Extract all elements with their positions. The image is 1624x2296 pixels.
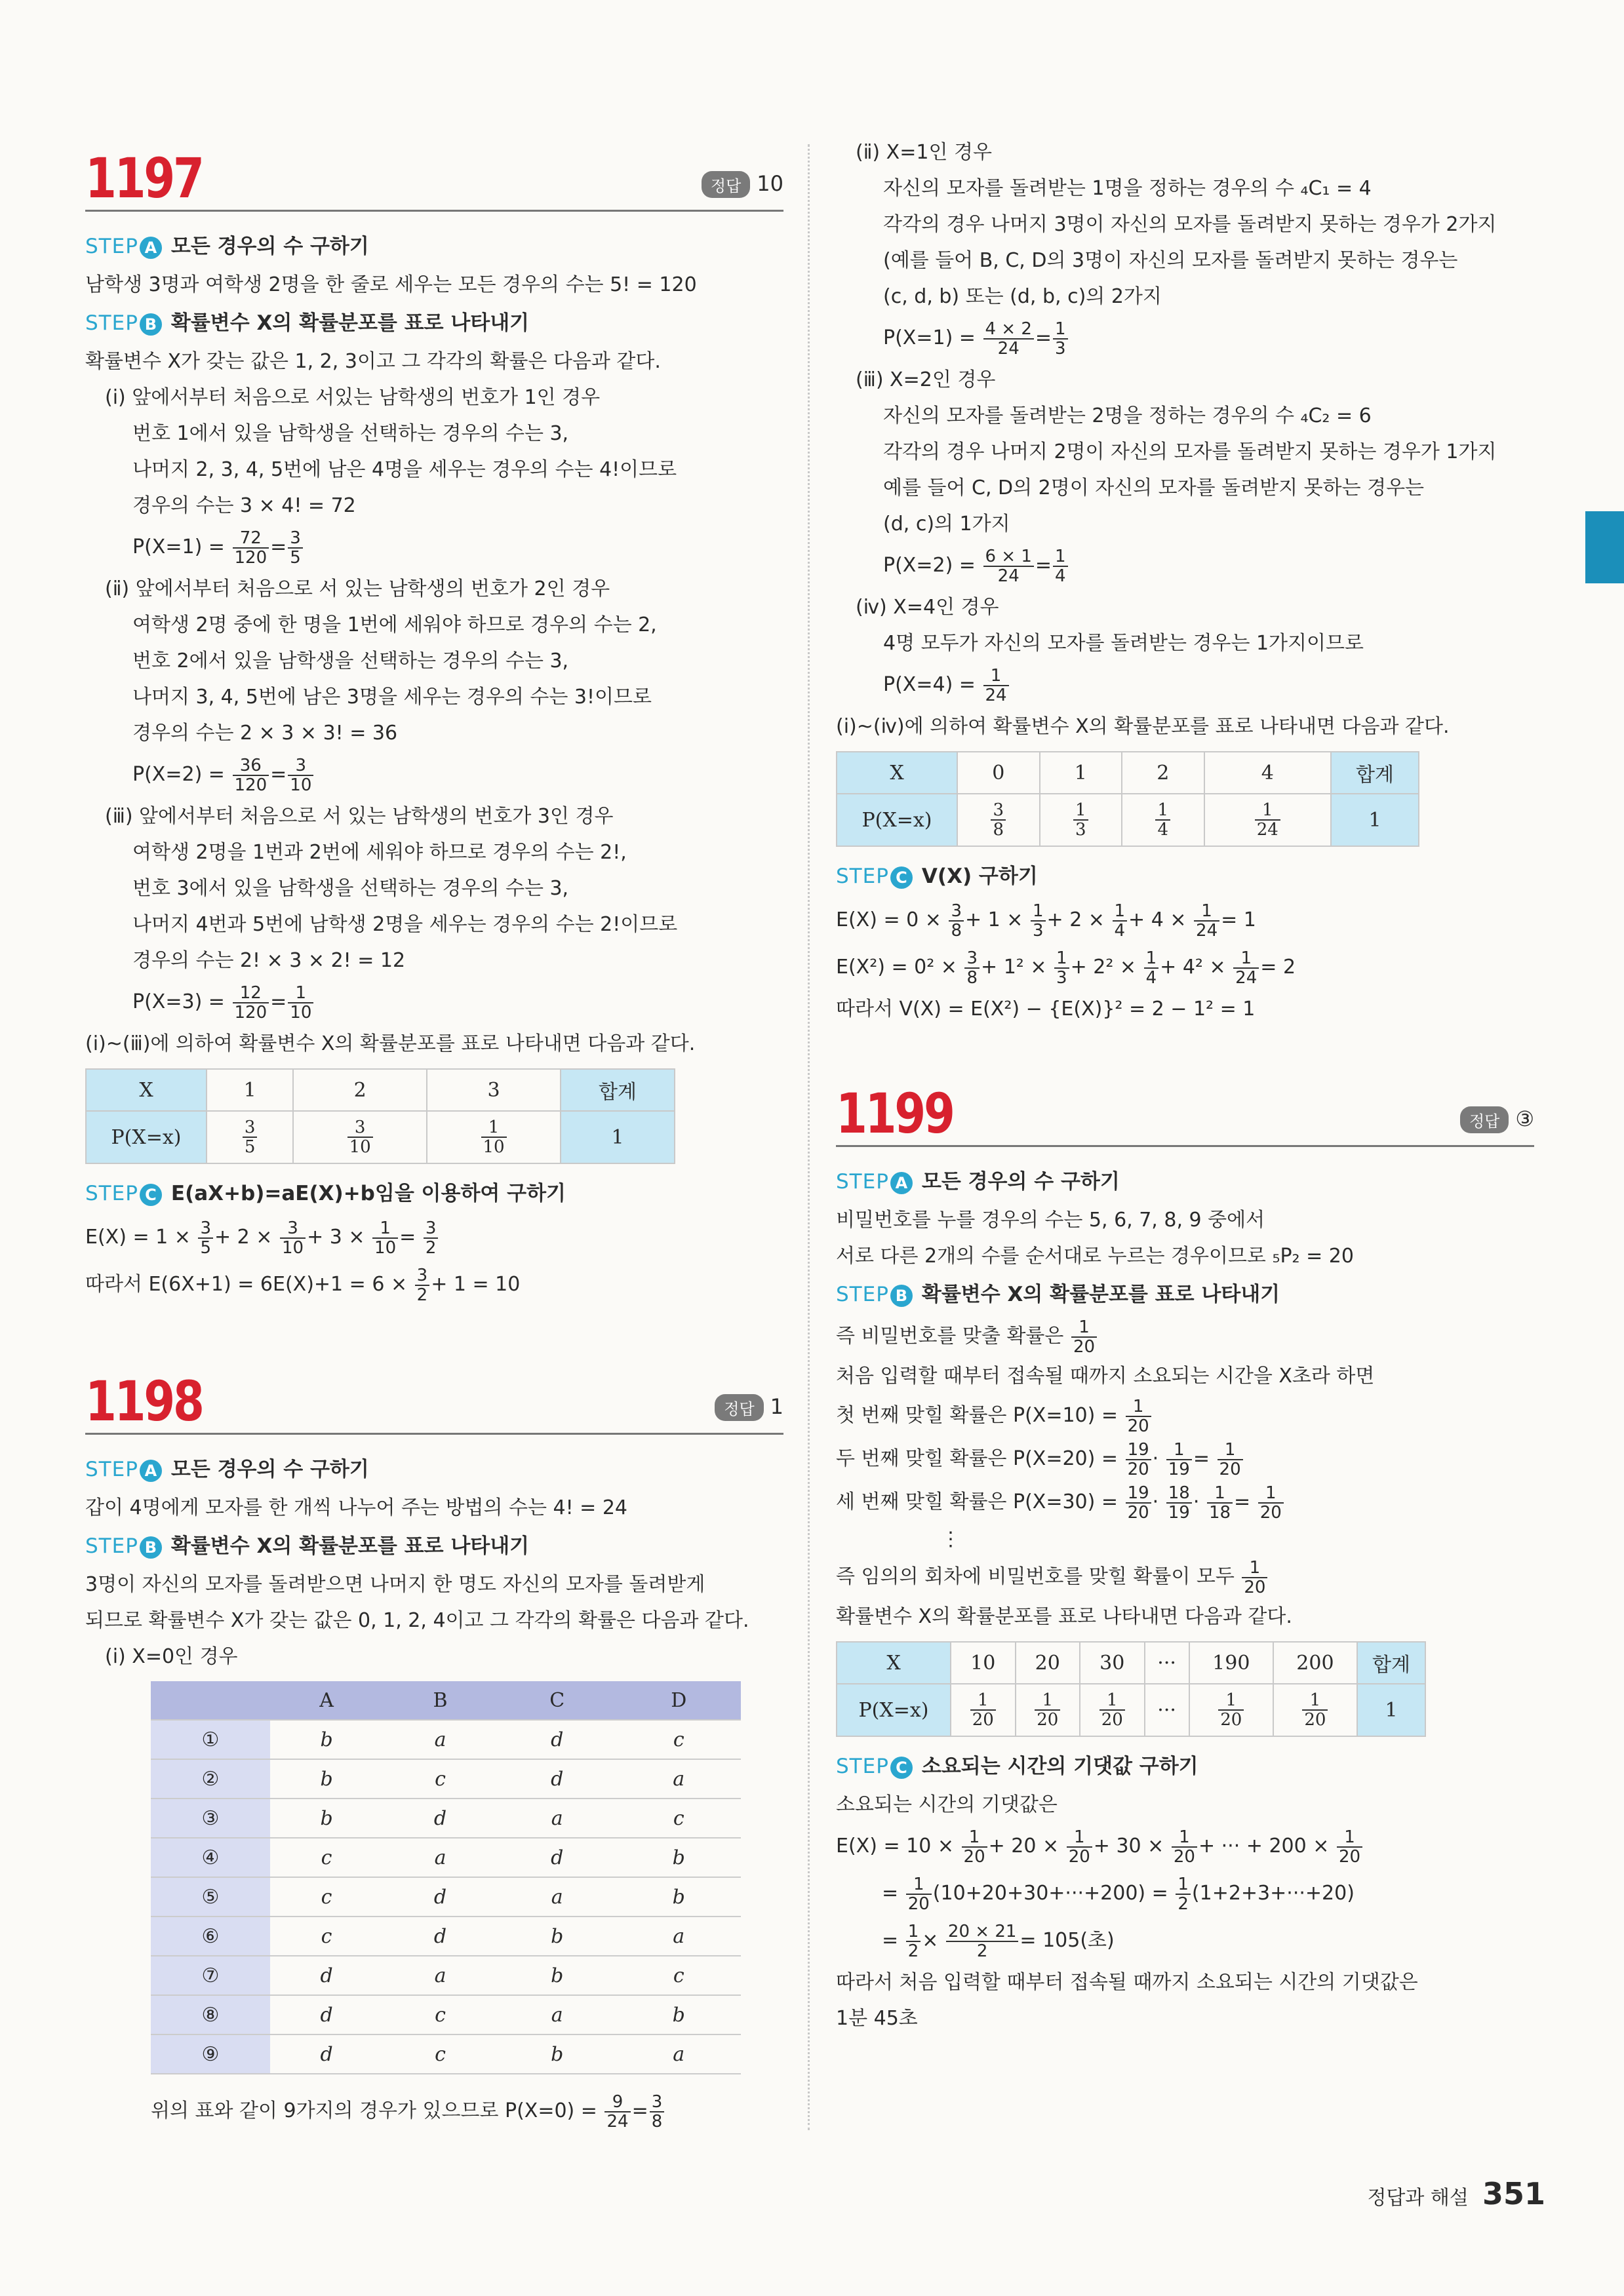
fraction: $\frac{1}{20}$ [1218,1441,1243,1479]
table-cell: 190 [1189,1642,1273,1684]
table-cell: b [270,1759,383,1799]
table-row [151,2034,741,2074]
text-line: 남학생 3명과 여학생 2명을 한 줄로 세우는 모든 경우의 수는 5! = 120 [85,273,697,296]
table-cell: a [616,2034,741,2074]
fraction: $\frac{1}{4}$ [1113,902,1128,940]
table-cell: c [383,1759,498,1799]
fraction: $\frac{1}{20}$ [906,1875,932,1913]
fraction: $\frac{1}{4}$ [1053,547,1068,585]
fraction: $\frac{1}{20}$ [1258,1484,1284,1522]
fraction: $\frac{1}{4}$ [1144,949,1159,987]
answer [715,1394,783,1422]
row-number: ④ [151,1838,270,1877]
table-cell: b [498,2034,617,2074]
fraction: $\frac{3}{8}$ [949,902,964,940]
row-number: ⑦ [151,1956,270,1995]
fraction: $\frac{1}{20}$ [1172,1828,1197,1866]
vertical-ellipsis: ⋮ [941,1528,961,1551]
table-cell: 200 [1273,1642,1357,1684]
problem-header-1198 [85,1354,783,1435]
table-cell: ··· [1145,1642,1189,1684]
table-cell: c [270,1917,383,1956]
table-row [151,1759,741,1799]
text-line: 3명이 자신의 모자를 돌려받으면 나머지 한 명도 자신의 모자를 돌려받게 [85,1573,705,1596]
problem-header-1199 [836,1066,1534,1147]
fraction: $\frac{1}{2}$ [906,1922,921,1960]
column-divider [808,144,810,2130]
table-row [86,1069,675,1111]
table-row [151,1877,741,1917]
table-header: X [837,1642,951,1684]
formula-line: 첫 번째 맞힐 확률은 P(X=10) = $\frac{1}{20}$ [836,1394,1534,1437]
case-heading: (ⅰ) 앞에서부터 처음으로 서있는 남학생의 번호가 1인 경우 [105,386,601,409]
side-tab [1585,511,1624,583]
answer [1460,1106,1534,1134]
fraction: $\frac{3}{8}$ [650,2093,665,2131]
table-cell: a [498,1799,617,1838]
table-cell: c [616,1799,741,1838]
table-header: 합계 [1357,1642,1425,1684]
table-header: B [383,1681,498,1720]
answer-badge: 정답 [1460,1106,1509,1133]
text-line: 예를 들어 C, D의 2명이 자신의 모자를 돌려받지 못하는 경우는 [883,477,1425,499]
step-c: STEP C E(aX+b)=aE(X)+b임을 이용하여 구하기 [85,1182,566,1205]
fraction: $\frac{3}{10}$ [288,756,313,794]
formula-line: P(X=1) = $\frac{72}{120}$ = $\frac{3}{5}$ [85,524,783,571]
fraction: $\frac{1}{20}$ [1035,1691,1060,1729]
fraction: $\frac{1}{24}$ [1194,902,1219,940]
text-line: 나머지 3, 4, 5번에 남은 3명을 세우는 경우의 수는 3!이므로 [132,686,652,709]
table-cell [1204,794,1332,846]
fraction: $\frac{6 \times 1}{24}$ [983,547,1034,585]
formula-line: 따라서 E(6X+1) = 6E(X)+1 = 6 × $\frac{3}{2}$ + 1 = 10 [85,1265,521,1305]
fraction: $\frac{72}{120}$ [233,529,269,567]
table-header: P(X=x) [837,794,957,846]
page-number: 351 [1482,2176,1545,2211]
fraction: $\frac{3}{2}$ [424,1219,439,1257]
table-row [151,1995,741,2034]
table-cell: b [498,1917,617,1956]
table-cell [1122,794,1204,846]
table-header: X [837,752,957,794]
table-cell: 3 [427,1069,561,1111]
fraction: $\frac{1}{20}$ [1071,1318,1097,1356]
fraction: $\frac{12}{120}$ [233,984,269,1022]
table-cell: 1 [1040,752,1122,794]
answer-badge: 정답 [702,171,750,198]
distribution-table-1199 [836,1641,1426,1737]
fraction: $\frac{4 \times 2}{24}$ [983,320,1034,358]
table-cell: a [383,1838,498,1877]
table-cell: 1 [207,1069,293,1111]
table-cell: c [616,1720,741,1759]
table-cell: b [616,1877,741,1917]
step-title: 모든 경우의 수 구하기 [170,1458,369,1481]
table-cell: b [616,1838,741,1877]
table-cell [293,1111,427,1163]
fraction: $\frac{36}{120}$ [233,756,269,794]
answer-value: ③ [1515,1106,1534,1131]
table-cell: d [270,2034,383,2074]
fraction: $\frac{3}{10}$ [347,1118,373,1156]
text-line: 나머지 4번과 5번에 남학생 2명을 세우는 경우의 수는 2!이므로 [132,913,678,936]
text-line: 되므로 확률변수 X가 갖는 값은 0, 1, 2, 4이고 그 각각의 확률은 다음과 같다. [85,1609,749,1632]
fraction: $\frac{1}{3}$ [1073,801,1088,839]
step-title: E(aX+b)=aE(X)+b임을 이용하여 구하기 [170,1182,566,1205]
permutation-table [151,1681,741,2074]
fraction: $\frac{1}{3}$ [1053,320,1068,358]
text-line: 4명 모두가 자신의 모자를 돌려받는 경우는 1가지이므로 [883,632,1364,655]
fraction: $\frac{3}{2}$ [415,1266,430,1304]
formula-line: P(X=3) = $\frac{12}{120}$ = $\frac{1}{10}$ [85,979,783,1026]
formula-line: = $\frac{1}{20}$ (10+20+30+···+200) = $\frac{1}{2}$ (1+2+3+···+20) [882,1874,1355,1914]
table-cell [1273,1684,1357,1736]
fraction: $\frac{1}{20}$ [1067,1828,1092,1866]
fraction: $\frac{3}{8}$ [991,801,1006,839]
case-heading: (ⅰ) X=0인 경우 [105,1645,238,1668]
table-row [151,1956,741,1995]
formula-line: P(X=2) = $\frac{36}{120}$ = $\frac{3}{10}$ [85,751,783,798]
problem-header-1197 [85,131,783,212]
text-line: 각각의 경우 나머지 2명이 자신의 모자를 돌려받지 못하는 경우가 1가지 [883,440,1497,463]
table-cell: d [498,1838,617,1877]
table-cell [957,794,1040,846]
case-heading: (ⅱ) X=1인 경우 [856,141,992,164]
step-title: 소요되는 시간의 기댓값 구하기 [921,1755,1198,1778]
fraction: $\frac{1}{20}$ [1099,1691,1125,1729]
fraction: $\frac{1}{18}$ [1207,1484,1233,1522]
formula-line: 두 번째 맞힐 확률은 P(X=20) = $\frac{19}{20}$ · $\frac{1}{19}$ = $\frac{1}{20}$ [836,1437,1534,1481]
fraction: $\frac{3}{8}$ [964,949,980,987]
page-footer [1367,2176,1545,2211]
answer [702,171,783,199]
case-heading: (ⅱ) 앞에서부터 처음으로 서 있는 남학생의 번호가 2인 경우 [105,577,610,600]
text-line: 경우의 수는 2 × 3 × 3! = 36 [132,722,398,745]
text-line: 따라서 V(X) = E(X²) − {E(X)}² = 2 − 1² = 1 [836,998,1256,1021]
table-cell: 4 [1204,752,1332,794]
formula-line: P(X=1) = $\frac{4 \times 2}{24}$ = $\frac{1}{3}$ [836,315,1534,362]
fraction: $\frac{1}{20}$ [1337,1828,1362,1866]
table-cell: 2 [1122,752,1204,794]
fraction: $\frac{1}{20}$ [1242,1559,1267,1597]
table-cell: c [383,1995,498,2034]
step-title: 확률변수 X의 확률분포를 표로 나타내기 [170,311,530,335]
table-row [837,1642,1425,1684]
problem-number: 1199 [836,1081,953,1146]
formula-line: 즉 비밀번호를 맞출 확률은 $\frac{1}{20}$ [836,1315,1534,1358]
fraction: $\frac{3}{5}$ [288,529,303,567]
table-header: X [86,1069,207,1111]
text-line: 여학생 2명을 1번과 2번에 세워야 하므로 경우의 수는 2!, [132,841,627,864]
table-row [151,1799,741,1838]
distribution-table-1198 [836,751,1419,847]
problem-number: 1198 [85,1369,203,1433]
table-cell: 2 [293,1069,427,1111]
step-title: V(X) 구하기 [921,865,1038,888]
table-header: 합계 [561,1069,675,1111]
step-b: STEP B 확률변수 X의 확률분포를 표로 나타내기 [85,1534,530,1558]
fraction: $\frac{19}{20}$ [1126,1484,1151,1522]
step-title: 모든 경우의 수 구하기 [170,235,369,258]
fraction: $\frac{1}{4}$ [1155,801,1170,839]
table-cell [427,1111,561,1163]
fraction: $\frac{19}{20}$ [1126,1441,1151,1479]
formula-line: E(X) = 10 × $\frac{1}{20}$ + 20 × $\frac{1}{20}$ + 30 × $\frac{1}{20}$ + ··· + 200 × $\frac{1}{20}$ [836,1823,1534,1870]
fraction: $\frac{3}{10}$ [280,1219,306,1257]
fraction: $\frac{1}{20}$ [970,1691,996,1729]
text-line: 경우의 수는 2! × 3 × 2! = 12 [132,949,406,972]
table-row [837,1684,1425,1736]
text-line: (ⅰ)~(ⅳ)에 의하여 확률변수 X의 확률분포를 표로 나타내면 다음과 같다. [836,715,1450,738]
table-cell: c [383,2034,498,2074]
fraction: $\frac{3}{5}$ [198,1219,213,1257]
step-a: STEP A 모든 경우의 수 구하기 [85,1458,369,1481]
table-cell: b [270,1799,383,1838]
text-line: 확률변수 X의 확률분포를 표로 나타내면 다음과 같다. [836,1605,1292,1628]
text-line: 비밀번호를 누를 경우의 수는 5, 6, 7, 8, 9 중에서 [836,1209,1265,1232]
problem-number: 1197 [85,146,203,210]
table-row [151,1917,741,1956]
formula-line: = $\frac{1}{2}$ × $\frac{20 \times 21}{2}$ = 105(초) [882,1921,1115,1961]
table-cell: b [616,1995,741,2034]
formula-line: P(X=2) = $\frac{6 \times 1}{24}$ = $\frac{1}{4}$ [836,542,1534,589]
row-number: ⑤ [151,1877,270,1917]
text-line: 자신의 모자를 돌려받는 2명을 정하는 경우의 수 ₄C₂ = 6 [883,404,1372,427]
answer-value: 10 [757,170,783,196]
table-cell [951,1684,1016,1736]
row-number: ③ [151,1799,270,1838]
fraction: $\frac{1}{24}$ [1233,949,1259,987]
row-number: ⑨ [151,2034,270,2074]
fraction: $\frac{1}{20}$ [1218,1691,1244,1729]
distribution-table-1197 [85,1068,675,1164]
step-title: 확률변수 X의 확률분포를 표로 나타내기 [170,1534,530,1558]
table-cell: 1 [1331,794,1419,846]
fraction: $\frac{1}{20}$ [1302,1691,1328,1729]
row-number: ② [151,1759,270,1799]
step-b: STEP B 확률변수 X의 확률분포를 표로 나타내기 [85,311,530,335]
formula-line: 즉 임의의 회차에 비밀번호를 맞힐 확률이 모두 $\frac{1}{20}$ [836,1555,1534,1599]
fraction: $\frac{18}{19}$ [1166,1484,1192,1522]
table-cell: c [616,1956,741,1995]
text-line: 경우의 수는 3 × 4! = 72 [132,494,356,517]
table-cell [1080,1684,1145,1736]
formula-line: 위의 표와 같이 9가지의 경우가 있으므로 P(X=0) = $\frac{9}{24}$ = $\frac{3}{8}$ [85,2088,783,2135]
text-line: (d, c)의 1가지 [883,513,1010,535]
table-cell: c [270,1877,383,1917]
text-line: (ⅰ)~(ⅲ)에 의하여 확률변수 X의 확률분포를 표로 나타내면 다음과 같다. [85,1032,696,1055]
table-row [86,1111,675,1163]
table-cell: d [383,1799,498,1838]
table-row [151,1681,741,1720]
table-row [837,794,1419,846]
right-column [836,134,1534,2036]
formula-line: E(X²) = 0² × $\frac{3}{8}$ + 1² × $\frac{1}{3}$ + 2² × $\frac{1}{4}$ + 4² × $\frac{1}{24}$ = 2 [836,948,1296,988]
table-cell: a [383,1720,498,1759]
table-cell [1189,1684,1273,1736]
table-cell: d [383,1917,498,1956]
footer-label: 정답과 해설 [1367,2187,1469,2209]
fraction: $\frac{1}{3}$ [1054,949,1069,987]
text-line: 1분 45초 [836,2007,918,2030]
table-header: 합계 [1331,752,1419,794]
text-line: (예를 들어 B, C, D의 3명이 자신의 모자를 돌려받지 못하는 경우는 [883,249,1458,272]
step-a: STEP A 모든 경우의 수 구하기 [836,1170,1120,1194]
table-header: C [498,1681,617,1720]
step-c: STEP C 소요되는 시간의 기댓값 구하기 [836,1755,1198,1778]
formula-line: E(X) = 1 × $\frac{3}{5}$ + 2 × $\frac{3}{10}$ + 3 × $\frac{1}{10}$ = $\frac{3}{2}$ [85,1214,783,1261]
formula-line: E(X) = 0 × $\frac{3}{8}$ + 1 × $\frac{1}{3}$ + 2 × $\frac{1}{4}$ + 4 × $\frac{1}{24}$ = 1 [836,901,1256,941]
table-row [837,752,1419,794]
table-header: A [270,1681,383,1720]
text-line: 자신의 모자를 돌려받는 1명을 정하는 경우의 수 ₄C₁ = 4 [883,177,1372,200]
step-a: STEP A 모든 경우의 수 구하기 [85,235,369,258]
table-cell: c [270,1838,383,1877]
table-cell: a [616,1917,741,1956]
fraction: $\frac{1}{20}$ [1126,1397,1151,1435]
text-line: 서로 다른 2개의 수를 순서대로 누르는 경우이므로 ₅P₂ = 20 [836,1245,1354,1268]
table-cell: 1 [561,1111,675,1163]
fraction: $\frac{1}{10}$ [372,1219,398,1257]
table-cell: d [498,1720,617,1759]
case-heading: (ⅲ) X=2인 경우 [856,368,996,391]
case-heading: (ⅲ) 앞에서부터 처음으로 서 있는 남학생의 번호가 3인 경우 [105,805,614,828]
table-cell: b [270,1720,383,1759]
text-line: 처음 입력할 때부터 접속될 때까지 소요되는 시간을 X초라 하면 [836,1365,1375,1388]
fraction: $\frac{1}{10}$ [288,984,313,1022]
fraction: $\frac{1}{24}$ [983,667,1009,705]
text-line: 번호 2에서 있을 남학생을 선택하는 경우의 수는 3, [132,650,569,672]
left-column [85,131,783,2135]
table-cell [207,1111,293,1163]
table-cell: 1 [1357,1684,1425,1736]
table-cell: ··· [1145,1684,1189,1736]
table-header: P(X=x) [837,1684,951,1736]
fraction: $\frac{1}{10}$ [481,1118,507,1156]
row-number: ⑧ [151,1995,270,2034]
table-header: P(X=x) [86,1111,207,1163]
table-cell [1040,794,1122,846]
answer-badge: 정답 [715,1394,763,1421]
fraction: $\frac{1}{3}$ [1031,902,1046,940]
text-line: 따라서 처음 입력할 때부터 접속될 때까지 소요되는 시간의 기댓값은 [836,1971,1418,1994]
text-line: 소요되는 시간의 기댓값은 [836,1793,1058,1816]
row-number: ⑥ [151,1917,270,1956]
table-cell: a [383,1956,498,1995]
table-header [151,1681,270,1720]
table-cell: a [616,1759,741,1799]
fraction: $\frac{9}{24}$ [604,2093,630,2131]
text-line: 여학생 2명 중에 한 명을 1번에 세워야 하므로 경우의 수는 2, [132,613,657,636]
table-header: D [616,1681,741,1720]
formula-line: 세 번째 맞힐 확률은 P(X=30) = $\frac{19}{20}$ · $\frac{18}{19}$ · $\frac{1}{18}$ = $\frac{1}{20}$ [836,1481,1534,1524]
table-cell: d [270,1995,383,2034]
text-line: (c, d, b) 또는 (d, b, c)의 2가지 [883,285,1162,308]
table-cell: 20 [1016,1642,1080,1684]
step-title: 모든 경우의 수 구하기 [921,1170,1120,1194]
text-line: 나머지 2, 3, 4, 5번에 남은 4명을 세우는 경우의 수는 4!이므로 [132,458,677,481]
table-cell: 10 [951,1642,1016,1684]
step-title: 확률변수 X의 확률분포를 표로 나타내기 [921,1283,1280,1306]
row-number: ① [151,1720,270,1759]
text-line: 확률변수 X가 갖는 값은 1, 2, 3이고 그 각각의 확률은 다음과 같다. [85,350,661,373]
text-line: 번호 1에서 있을 남학생을 선택하는 경우의 수는 3, [132,422,569,445]
table-row [151,1720,741,1759]
table-cell: a [498,1995,617,2034]
fraction: $\frac{1}{20}$ [962,1828,987,1866]
text-line: 갑이 4명에게 모자를 한 개씩 나누어 주는 방법의 수는 4! = 24 [85,1496,627,1519]
table-row [151,1838,741,1877]
table-cell: a [498,1877,617,1917]
table-cell: b [498,1956,617,1995]
fraction: $\frac{1}{2}$ [1176,1875,1191,1913]
fraction: $\frac{1}{24}$ [1255,801,1280,839]
fraction: $\frac{20 \times 21}{2}$ [946,1922,1018,1960]
text-line: 번호 3에서 있을 남학생을 선택하는 경우의 수는 3, [132,877,569,900]
text-line: 각각의 경우 나머지 3명이 자신의 모자를 돌려받지 못하는 경우가 2가지 [883,213,1497,236]
step-c: STEP C V(X) 구하기 [836,865,1038,888]
table-cell: d [383,1877,498,1917]
answer-value: 1 [770,1393,783,1419]
table-cell: 0 [957,752,1040,794]
case-heading: (ⅳ) X=4인 경우 [856,596,999,619]
fraction: $\frac{1}{19}$ [1166,1441,1192,1479]
table-cell: 30 [1080,1642,1145,1684]
table-cell [1016,1684,1080,1736]
step-b: STEP B 확률변수 X의 확률분포를 표로 나타내기 [836,1283,1280,1306]
formula-line: P(X=4) = $\frac{1}{24}$ [836,661,1534,709]
table-cell: d [498,1759,617,1799]
fraction: $\frac{3}{5}$ [243,1118,258,1156]
table-cell: d [270,1956,383,1995]
